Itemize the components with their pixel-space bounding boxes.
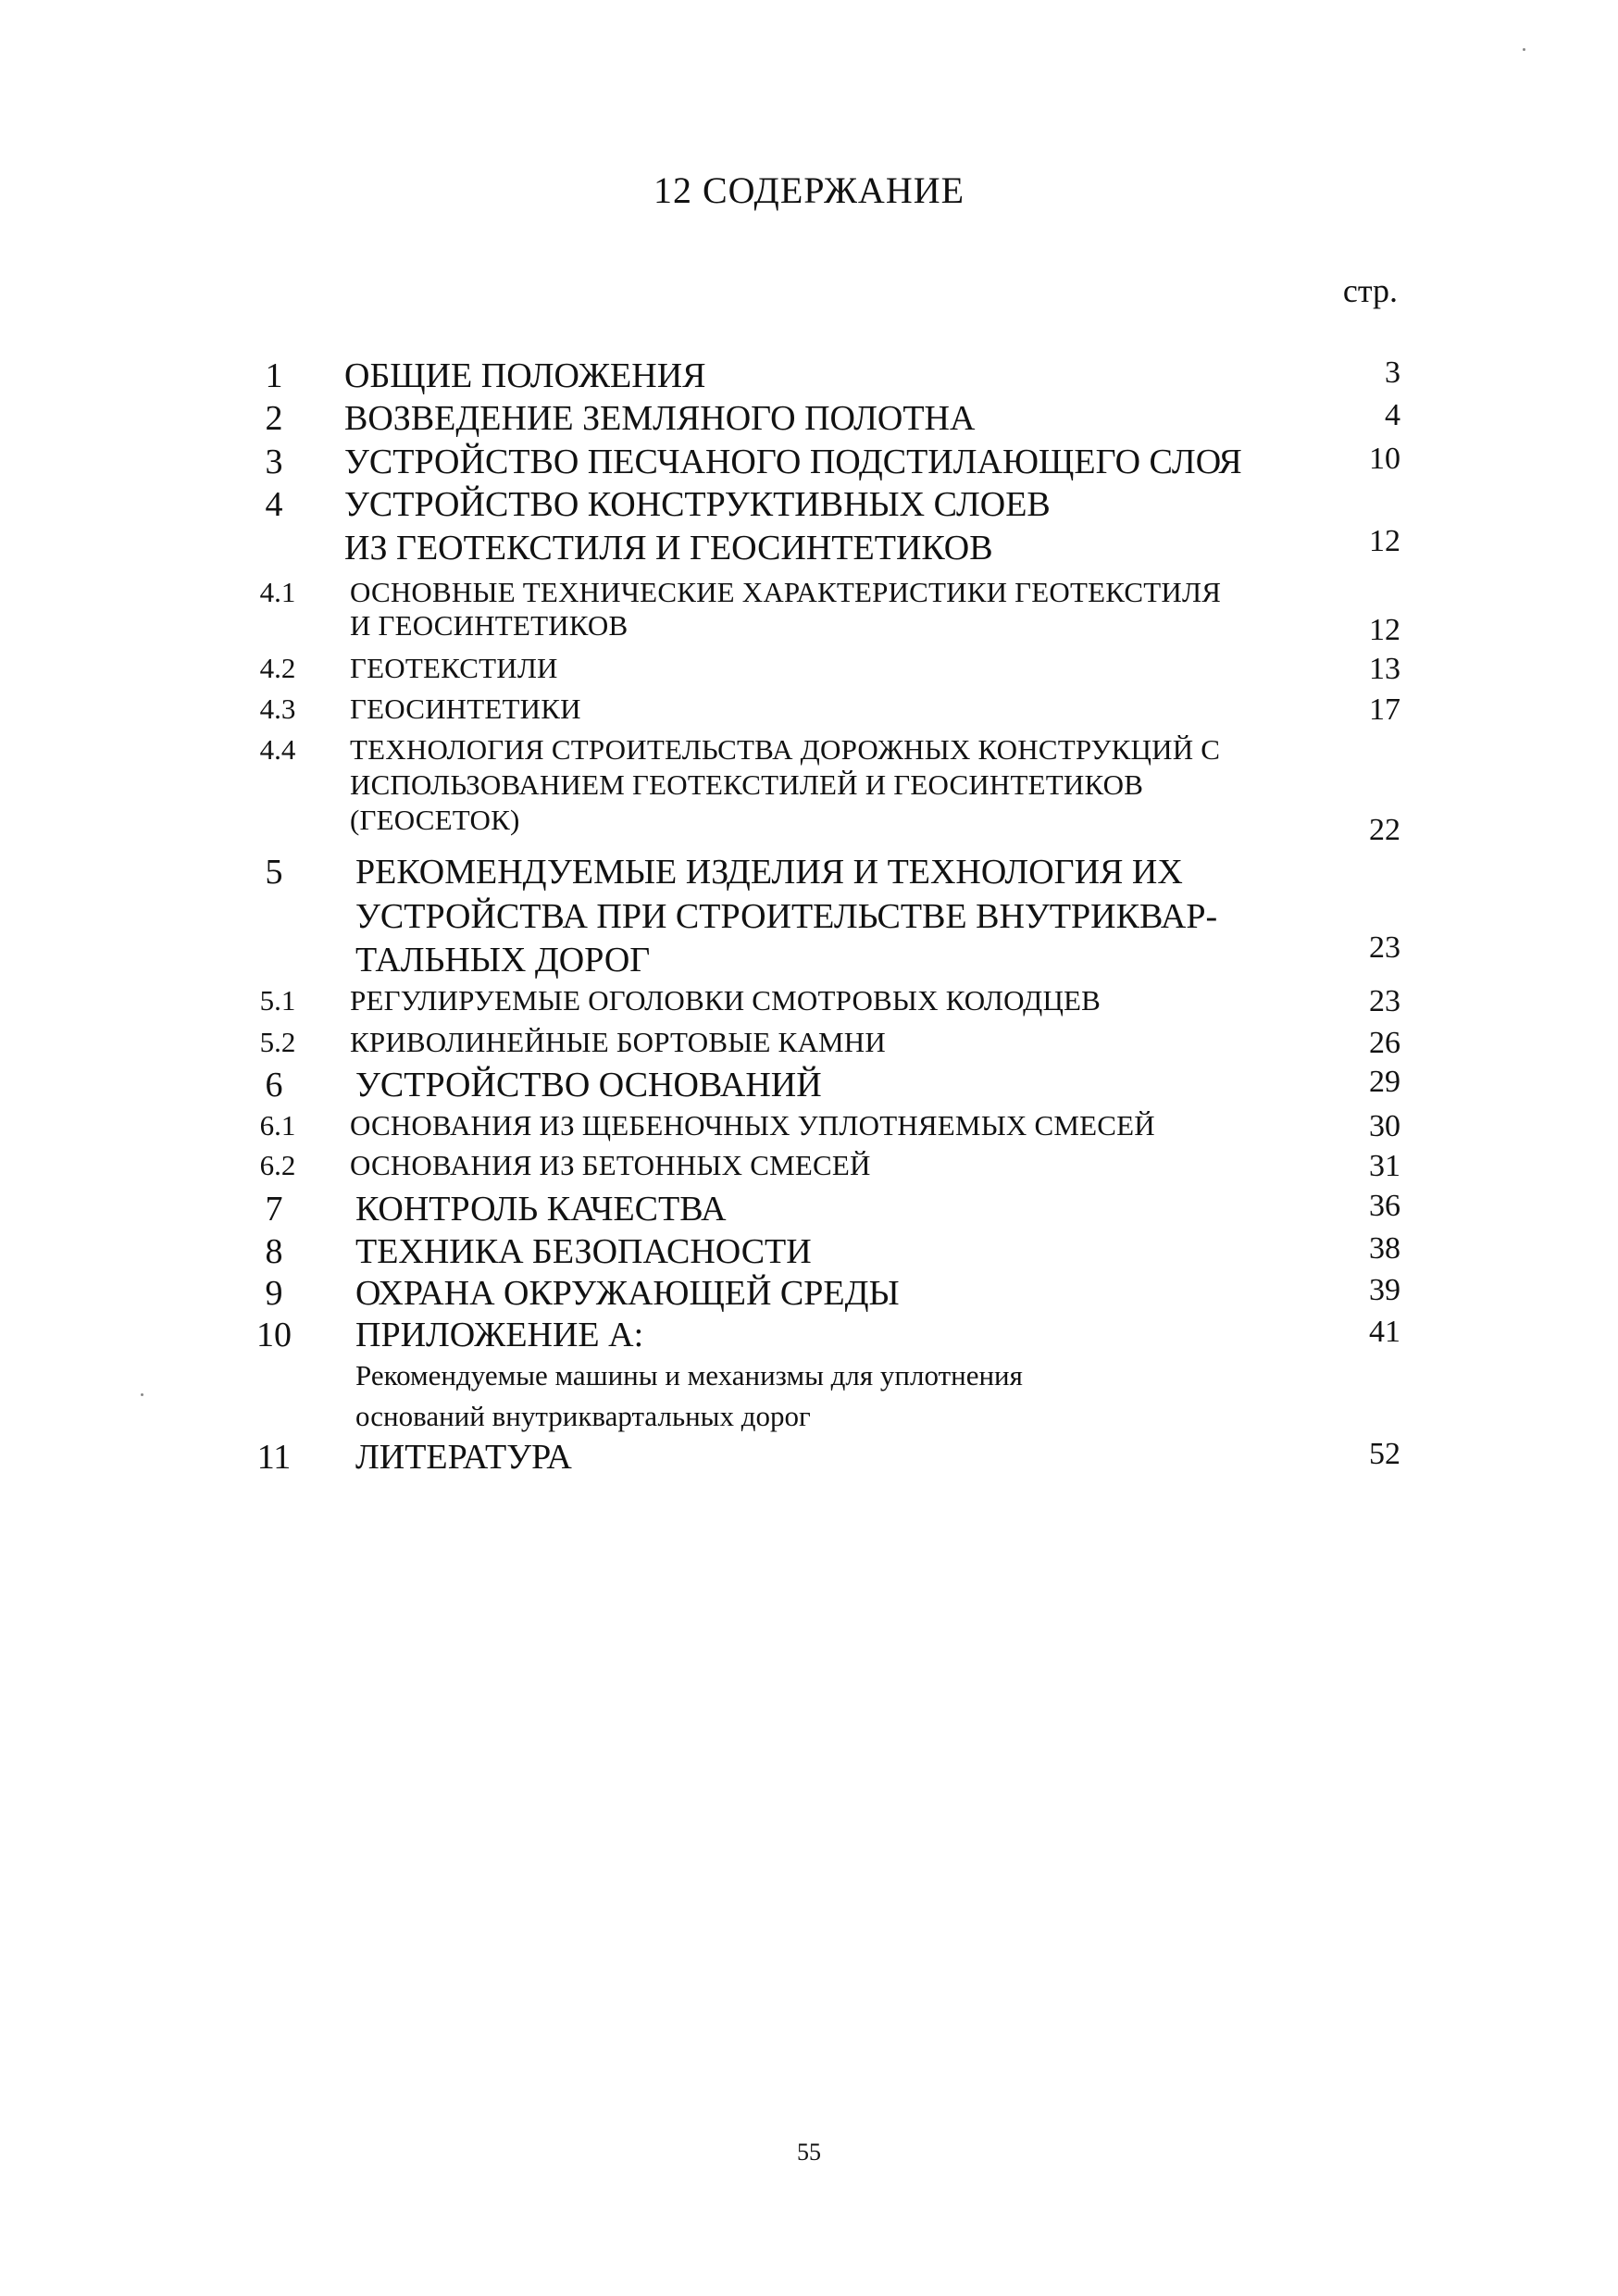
toc-entry-number: 1: [265, 356, 283, 395]
toc-entry-title: ВОЗВЕДЕНИЕ ЗЕМЛЯНОГО ПОЛОТНА: [344, 399, 976, 438]
toc-entry-title: УСТРОЙСТВО ПЕСЧАНОГО ПОДСТИЛАЮЩЕГО СЛОЯ: [344, 443, 1242, 481]
toc-entry-number: 6: [265, 1066, 283, 1104]
toc-entry-title: ТАЛЬНЫХ ДОРОГ: [355, 941, 651, 980]
toc-entry-page: 23: [1369, 930, 1400, 965]
toc-entry-number: 2: [265, 399, 283, 438]
toc-entry-number: 7: [265, 1190, 283, 1229]
toc-entry-title: УСТРОЙСТВО КОНСТРУКТИВНЫХ СЛОЕВ: [344, 485, 1051, 524]
toc-entry-page: 52: [1369, 1437, 1400, 1471]
toc-entry-number: 5: [265, 853, 283, 892]
toc-entry-page: 23: [1369, 984, 1400, 1018]
toc-entry-title: ТЕХНИКА БЕЗОПАСНОСТИ: [355, 1232, 812, 1271]
toc-entry-page: 3: [1385, 356, 1400, 390]
toc-entry-title: ТЕХНОЛОГИЯ СТРОИТЕЛЬСТВА ДОРОЖНЫХ КОНСТРУКЦИЙ С: [350, 733, 1221, 766]
toc-entry-number: 10: [256, 1316, 292, 1354]
page-title: 12 СОДЕРЖАНИЕ: [653, 169, 965, 211]
toc-entry-page: 29: [1369, 1065, 1400, 1099]
toc-entry-title: КОНТРОЛЬ КАЧЕСТВА: [355, 1190, 727, 1229]
toc-entry-title: ЛИТЕРАТУРА: [355, 1438, 572, 1477]
toc-entry-title: ГЕОТЕКСТИЛИ: [350, 652, 558, 684]
toc-entry-title: оснований внутриквартальных дорог: [355, 1400, 811, 1432]
toc-entry-page: 17: [1369, 693, 1400, 727]
toc-entry-number: 4.3: [259, 693, 296, 725]
toc-entry-title: Рекомендуемые машины и механизмы для уплотнения: [355, 1359, 1023, 1391]
toc-entry-title: ОХРАНА ОКРУЖАЮЩЕЙ СРЕДЫ: [355, 1274, 900, 1313]
toc-entry-number: 5.2: [259, 1026, 296, 1058]
toc-entry-title: ИЗ ГЕОТЕКСТИЛЯ И ГЕОСИНТЕТИКОВ: [344, 529, 993, 568]
toc-entry-number: 11: [256, 1438, 292, 1477]
toc-entry-page: 26: [1369, 1026, 1400, 1060]
toc-entry-page: 41: [1369, 1315, 1400, 1349]
toc-entry-page: 12: [1369, 613, 1400, 647]
toc-entry-page: 10: [1369, 442, 1400, 476]
scan-speck: [1523, 48, 1525, 51]
toc-entry-title: ОБЩИЕ ПОЛОЖЕНИЯ: [344, 356, 706, 395]
toc-entry-title: УСТРОЙСТВА ПРИ СТРОИТЕЛЬСТВЕ ВНУТРИКВАР-: [355, 897, 1218, 936]
toc-entry-number: 6.1: [259, 1109, 296, 1142]
toc-entry-title: ГЕОСИНТЕТИКИ: [350, 693, 581, 725]
toc-entry-page: 22: [1369, 813, 1400, 847]
toc-entry-title: КРИВОЛИНЕЙНЫЕ БОРТОВЫЕ КАМНИ: [350, 1026, 886, 1058]
toc-entry-page: 4: [1385, 398, 1400, 432]
toc-entry-page: 36: [1369, 1189, 1400, 1223]
toc-entry-page: 30: [1369, 1109, 1400, 1143]
toc-entry-title: РЕКОМЕНДУЕМЫЕ ИЗДЕЛИЯ И ТЕХНОЛОГИЯ ИХ: [355, 853, 1183, 892]
toc-entry-title: ОСНОВАНИЯ ИЗ ЩЕБЕНОЧНЫХ УПЛОТНЯЕМЫХ СМЕСЕЙ: [350, 1109, 1155, 1142]
toc-entry-page: 31: [1369, 1149, 1400, 1183]
toc-entry-page: 38: [1369, 1231, 1400, 1266]
toc-entry-number: 4.4: [259, 733, 296, 766]
toc-entry-title: ОСНОВАНИЯ ИЗ БЕТОННЫХ СМЕСЕЙ: [350, 1149, 871, 1181]
page-column-label: стр.: [1342, 272, 1398, 309]
toc-entry-number: 9: [265, 1274, 283, 1313]
toc-entry-title: (ГЕОСЕТОК): [350, 804, 520, 836]
toc-entry-number: 6.2: [259, 1149, 296, 1181]
toc-entry-title: ОСНОВНЫЕ ТЕХНИЧЕСКИЕ ХАРАКТЕРИСТИКИ ГЕОТЕКСТИЛЯ: [350, 576, 1222, 608]
toc-entry-number: 3: [265, 443, 283, 481]
toc-entry-number: 4.2: [259, 652, 296, 684]
toc-entry-number: 4.1: [259, 576, 296, 608]
toc-entry-number: 8: [265, 1232, 283, 1271]
toc-entry-title: И ГЕОСИНТЕТИКОВ: [350, 609, 629, 642]
scan-speck: [141, 1393, 143, 1396]
toc-entry-page: 39: [1369, 1273, 1400, 1307]
toc-entry-page: 12: [1369, 524, 1400, 558]
toc-entry-title: РЕГУЛИРУЕМЫЕ ОГОЛОВКИ СМОТРОВЫХ КОЛОДЦЕВ: [350, 984, 1101, 1017]
toc-entry-number: 5.1: [259, 984, 296, 1017]
toc-entry-title: УСТРОЙСТВО ОСНОВАНИЙ: [355, 1066, 822, 1104]
toc-entry-page: 13: [1369, 652, 1400, 686]
toc-entry-title: ПРИЛОЖЕНИЕ А:: [355, 1316, 644, 1354]
toc-entry-number: 4: [265, 485, 283, 524]
page-number: 55: [797, 2139, 821, 2165]
toc-entry-title: ИСПОЛЬЗОВАНИЕМ ГЕОТЕКСТИЛЕЙ И ГЕОСИНТЕТИКОВ: [350, 768, 1144, 801]
